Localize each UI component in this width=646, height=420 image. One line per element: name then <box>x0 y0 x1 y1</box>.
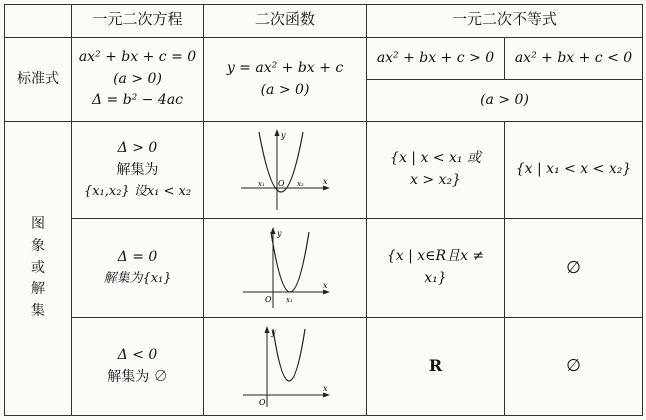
ineq-less-delta-zero: ∅ <box>505 219 643 318</box>
label-char: 象 <box>31 237 45 254</box>
ineq-less-delta-positive: {x | x₁ < x < x₂} <box>505 122 643 219</box>
ineq-greater-delta-positive <box>367 122 505 219</box>
label-char: 集 <box>31 303 45 320</box>
root-x1-label: x₁ <box>286 296 293 304</box>
y-axis-arrow <box>275 129 280 136</box>
y-axis-label: y <box>271 327 276 337</box>
standard-function-condition: (a > 0) <box>260 81 310 98</box>
ineq-greater-delta-negative: R <box>367 318 505 416</box>
x-axis-label: x <box>323 383 328 393</box>
parabola-one-root-graph <box>235 224 335 312</box>
solution-label: 解集为 <box>116 161 159 178</box>
y-axis-arrow <box>265 326 270 333</box>
x-axis-label: x <box>323 177 328 186</box>
delta-negative: Δ < 0 <box>117 346 158 363</box>
y-axis-label: y <box>281 131 286 140</box>
inequality-condition: (a > 0) <box>367 80 643 122</box>
parabola-no-root-graph <box>235 323 335 411</box>
graph-two-roots-cell <box>204 122 367 219</box>
inequality-greater-form: ax² + bx + c > 0 <box>367 38 505 80</box>
ineq-greater-set-line1: {x | x∈R且x ≠ <box>386 248 485 265</box>
label-char: 或 <box>31 259 45 276</box>
origin-label: O <box>278 179 285 188</box>
header-corner <box>5 5 72 38</box>
header-inequality: 一元二次不等式 <box>367 5 643 38</box>
delta-zero: Δ = 0 <box>117 249 158 266</box>
graph-one-root-cell <box>204 219 367 318</box>
header-equation: 一元二次方程 <box>72 5 204 38</box>
x-axis-label: x <box>323 281 328 290</box>
solution-set: 解集为 ∅ <box>107 368 168 385</box>
standard-function: y = ax² + bx + c <box>226 59 344 76</box>
delta-zero-cell <box>72 219 204 318</box>
standard-equation: ax² + bx + c = 0 <box>78 48 197 65</box>
solution-set: {x₁,x₂} 设x₁ < x₂ <box>83 183 192 199</box>
header-row <box>5 5 643 38</box>
standard-equation-cell <box>72 38 204 122</box>
ineq-greater-set-line2: x > x₂} <box>410 172 461 188</box>
standard-form-label: 标准式 <box>5 38 72 122</box>
delta-negative-cell <box>72 318 204 416</box>
x-axis-arrow <box>323 392 330 397</box>
origin-label: O <box>259 397 266 407</box>
discriminant-formula: Δ = b² − 4ac <box>91 92 184 109</box>
parabola-curve <box>271 232 309 292</box>
ineq-less-delta-negative: ∅ <box>505 318 643 416</box>
origin-label: O <box>265 295 272 304</box>
solution-set: 解集为{x₁} <box>103 270 172 286</box>
standard-row-a <box>5 38 643 80</box>
delta-zero-row <box>5 219 643 318</box>
label-char: 图 <box>31 216 45 233</box>
root-x1-label: x₁ <box>258 180 265 188</box>
delta-positive-cell <box>72 122 204 219</box>
header-function: 二次函数 <box>204 5 367 38</box>
ineq-greater-set-line1: {x | x < x₁ 或 <box>390 150 481 167</box>
graph-or-solution-label <box>5 122 72 416</box>
standard-function-cell <box>204 38 367 122</box>
ineq-greater-delta-zero <box>367 219 505 318</box>
parabola-curve <box>273 329 305 381</box>
x-axis-arrow <box>323 186 330 191</box>
delta-positive: Δ > 0 <box>117 140 158 157</box>
y-axis-label: y <box>277 229 282 238</box>
delta-negative-row <box>5 318 643 416</box>
root-x2-label: x₂ <box>297 180 304 188</box>
graph-no-root-cell <box>204 318 367 416</box>
ineq-greater-set-line2: x₁} <box>424 270 447 286</box>
label-char: 解 <box>31 281 45 298</box>
quadratic-summary-table <box>4 4 643 416</box>
parabola-two-roots-graph <box>235 126 335 214</box>
delta-positive-row <box>5 122 643 219</box>
x-axis-arrow <box>323 290 330 295</box>
inequality-less-form: ax² + bx + c < 0 <box>505 38 643 80</box>
standard-equation-condition: (a > 0) <box>113 70 162 87</box>
